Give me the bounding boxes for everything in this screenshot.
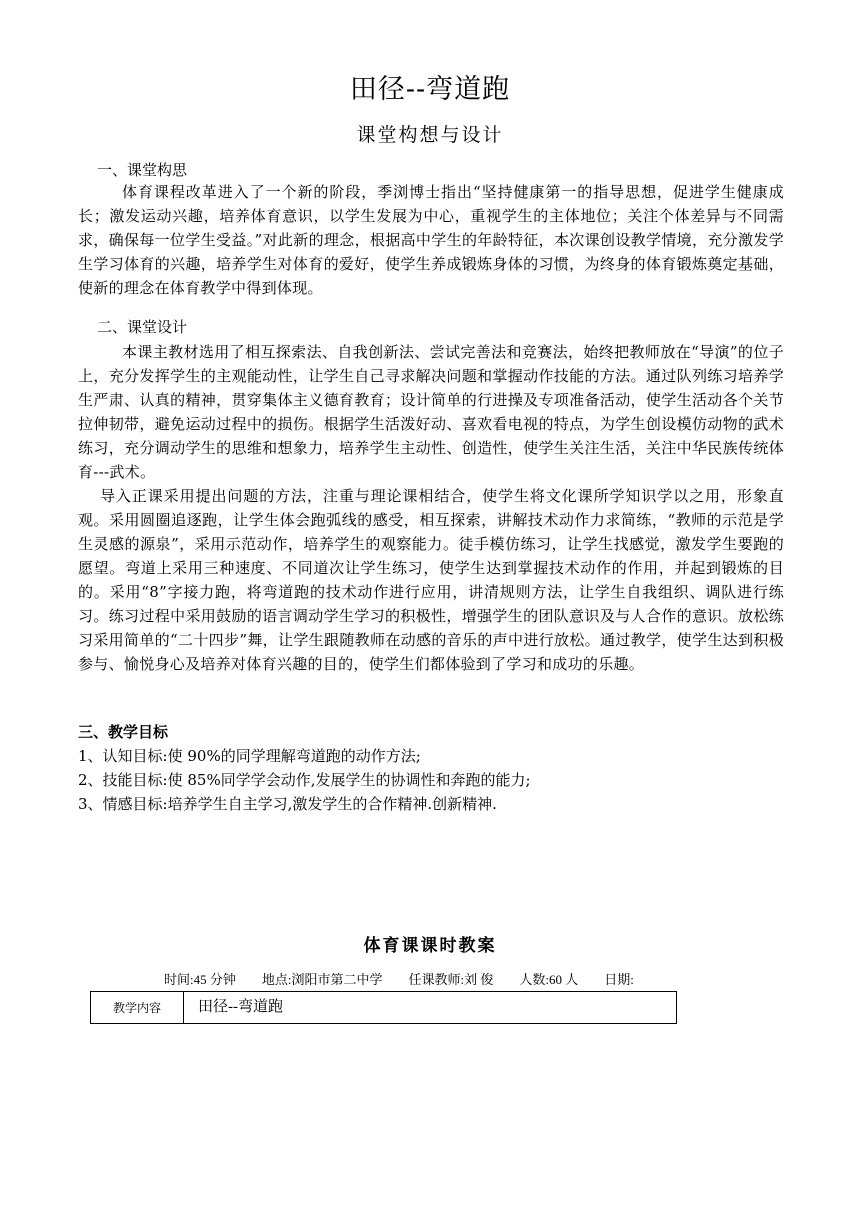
section2-heading: 二、课堂设计 <box>97 318 188 336</box>
goal-list <box>78 744 784 816</box>
section2-paragraph-2: 导入正课采用提出问题的方法，注重与理论课相结合，使学生将文化课所学知识学以之用，形象直观。采用圆圈追逐跑，让学生体会跑弧线的感受，相互探索，讲解技术动作力求简练，“教师的示范是学生灵感的源泉”，采用示范动作，培养学生的观察能力。徒手模仿练习，让学生找感觉，激发学生要跑的愿望。弯道上采用三种速度、不同道次让学生练习，使学生达到掌握技术动作的作用，并起到锻炼的目的。采用“8”字接力跑，将弯道跑的技术动作进行应用，讲清规则方法，让学生自我组织、调队进行练习。练习过程中采用鼓励的语言调动学生学习的积极性，增强学生的团队意识及与人合作的意识。放松练习采用简单的“二十四步”舞，让学生跟随教师在动感的音乐的声中进行放松。通过教学，使学生达到积极参与、愉悦身心及培养对体育兴趣的目的，使学生们都体验到了学习和成功的乐趣。 <box>78 487 784 673</box>
lesson-meta-line <box>164 970 660 990</box>
table-row <box>91 992 677 1024</box>
lesson-time: 时间:45 分钟 <box>164 972 236 987</box>
document-subtitle: 课堂构想与设计 <box>356 124 504 146</box>
section1-body <box>78 180 784 300</box>
lesson-plan-title: 体育课课时教案 <box>363 936 497 956</box>
section1-paragraph: 体育课程改革进入了一个新的阶段，季浏博士指出“坚持健康第一的指导思想，促进学生健康成长；激发运动兴趣，培养体育意识，以学生发展为中心，重视学生的主体地位；关注个体差异与不同需求，确保每一位学生受益。”对此新的理念，根据高中学生的年龄特征，本次课创设教学情境，充分激发学生学习体育的兴趣，培养学生对体育的爱好，使学生养成锻炼身体的习惯，为终身的体育锻炼奠定基础，使新的理念在体育教学中得到体现。 <box>78 183 784 297</box>
content-label-cell: 教学内容 <box>91 992 184 1024</box>
section3-heading: 三、教学目标 <box>78 723 169 741</box>
lesson-count: 人数:60 人 <box>519 972 579 987</box>
lesson-plan-table <box>90 991 677 1024</box>
lesson-teacher: 任课教师:刘 俊 <box>408 972 494 987</box>
lesson-location: 地点:浏阳市第二中学 <box>261 972 383 987</box>
section1-heading: 一、课堂构思 <box>97 161 188 179</box>
goal-item: 1、认知目标:使 90%的同学理解弯道跑的动作方法; <box>78 747 421 765</box>
section2-body <box>78 340 784 676</box>
goal-item: 2、技能目标:使 85%同学学会动作,发展学生的协调性和奔跑的能力; <box>78 771 531 789</box>
goal-item: 3、情感目标:培养学生自主学习,激发学生的合作精神.创新精神. <box>78 795 497 813</box>
lesson-date: 日期: <box>604 972 634 987</box>
section2-paragraph-1: 本课主教材选用了相互探索法、自我创新法、尝试完善法和竞赛法，始终把教师放在“导演”的位子上，充分发挥学生的主观能动性，让学生自己寻求解决问题和掌握动作技能的方法。通过队列练习培养学生严肃、认真的精神，贯穿集体主义德育教育；设计简单的行进操及专项准备活动，使学生活动各个关节拉伸韧带，避免运动过程中的损伤。根据学生活泼好动、喜欢看电视的特点，为学生创设模仿动物的武术练习，充分调动学生的思维和想象力，培养学生主动性、创造性，使学生关注生活，关注中华民族传统体育---武术。 <box>78 343 784 481</box>
document-title: 田径--弯道跑 <box>349 74 511 105</box>
content-value-cell: 田径--弯道跑 <box>184 992 677 1024</box>
